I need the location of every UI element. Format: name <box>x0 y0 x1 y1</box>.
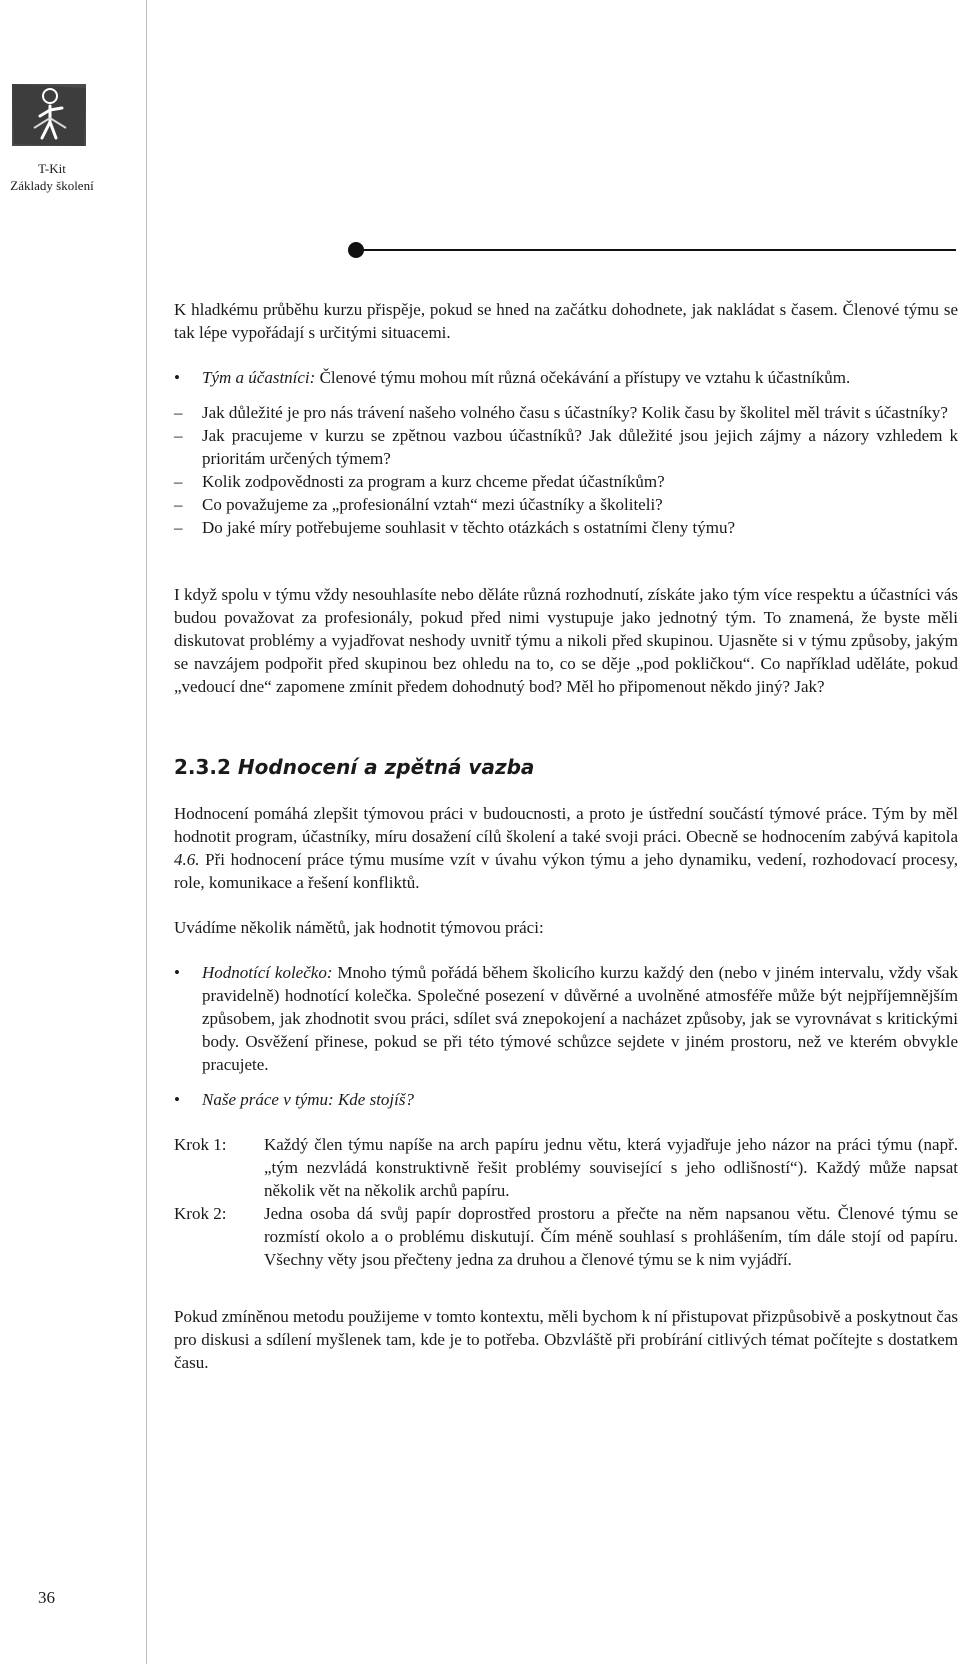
bullet-where-do-you-stand <box>174 1088 958 1111</box>
bullet-dot: • <box>174 963 180 982</box>
step-text: Jedna osoba dá svůj papír doprostřed prostoru a přečte na něm napsanou větu. Členové týmu se rozmístí okolo a o problému diskutují. Čím méně souhlasí s prohlášením, tím dále stojí od papíru. Všechny věty jsou přečteny jedna za druhou a členové týmu se k nim vyjádří. <box>264 1204 958 1269</box>
brand-line-2: Základy školení <box>10 178 94 193</box>
evaluation-text-a: Hodnocení pomáhá zlepšit týmovou práci v budoucnosti, a proto je ústřední součástí týmové práce. Tým by měl hodnotit program, účastníky, míru dosažení cílů školení a také svoji práci. Obecně se hodnocením zabývá kapitola <box>174 804 958 846</box>
dash-mark: – <box>174 403 183 422</box>
bullet-dot: • <box>174 368 180 387</box>
bullet-label: Hodnotící kolečko: <box>202 963 333 982</box>
dash-mark: – <box>174 495 183 514</box>
list-item-text: Do jaké míry potřebujeme souhlasit v těchto otázkách s ostatními členy týmu? <box>202 518 736 537</box>
list-item-text: Jak důležité je pro nás trávení našeho volného času s účastníky? Kolik času by školitel měl trávit s účastníky? <box>202 403 948 422</box>
brand-line-1: T-Kit <box>38 161 66 176</box>
intro-paragraph: K hladkému průběhu kurzu přispěje, pokud se hned na začátku dohodnete, jak nakládat s časem. Členové týmu se tak lépe vypořádají s určitými situacemi. <box>174 300 958 342</box>
chapter-reference: 4.6. <box>174 850 200 869</box>
brand-text <box>0 160 104 194</box>
header-dot-rule <box>348 242 956 258</box>
evaluation-paragraph <box>174 802 958 894</box>
evaluation-text-b: Při hodnocení práce týmu musíme vzít v úvahu výkon týmu a jeho dynamiku, vedení, rozhodovací procesy, role, komunikace a řešení konfliktů. <box>174 850 958 892</box>
step-1 <box>174 1133 958 1202</box>
section-title: Hodnocení a zpětná vazba <box>230 755 535 779</box>
list-item-text: Co považujeme za „profesionální vztah“ mezi účastníky a školiteli? <box>202 495 663 514</box>
list-item <box>174 516 958 539</box>
section-number: 2.3.2 <box>174 755 231 779</box>
list-item-text: Kolik zodpovědnosti za program a kurz chceme předat účastníkům? <box>202 472 665 491</box>
dash-mark: – <box>174 472 183 491</box>
bullet-dot: • <box>174 1090 180 1109</box>
list-item <box>174 493 958 516</box>
tkit-logo-icon <box>10 82 88 148</box>
bullet-text: Členové týmu mohou mít různá očekávání a přístupy ve vztahu k účastníkům. <box>315 368 851 387</box>
section-heading <box>174 754 958 780</box>
bullet-team-participants <box>174 366 958 389</box>
bullet-text: Mnoho týmů pořádá během školicího kurzu každý den (nebo v jiném intervalu, vždy však pravidelně) hodnotící kolečka. Společné posezení v důvěrné a uvolněné atmosféře může být nejpříjemnějším způsobem, jak zhodnotit svou práci, sdílet svá znepokojení a nacházet způsoby, jak se vyrovnávat s kritickými body. Osvěžení přinese, pokud se při této týmové schůzce sejdete v jiném prostoru, než ve kterém obvykle pracujete. <box>202 963 958 1074</box>
dash-mark: – <box>174 518 183 537</box>
bullet-label: Naše práce v týmu: Kde stojíš? <box>202 1090 414 1109</box>
page-content <box>174 298 958 1374</box>
ideas-intro: Uvádíme několik námětů, jak hodnotit týmovou práci: <box>174 918 544 937</box>
step-label: Krok 1: <box>174 1135 227 1154</box>
bullet-evaluation-circle <box>174 961 958 1076</box>
question-list <box>174 401 958 539</box>
list-item <box>174 401 958 424</box>
step-label: Krok 2: <box>174 1204 227 1223</box>
list-item-text: Jak pracujeme v kurzu se zpětnou vazbou účastníků? Jak důležité jsou jejich zájmy a názory vzhledem k prioritám určených týmem? <box>202 426 958 468</box>
step-text: Každý člen týmu napíše na arch papíru jednu větu, která vyjadřuje jeho názor na práci týmu (např. „tým nezvládá konstruktivně řešit problémy související s jeho odlišností“). Každý může napsat několik vět na několik archů papíru. <box>264 1135 958 1200</box>
united-team-paragraph: I když spolu v týmu vždy nesouhlasíte nebo děláte různá rozhodnutí, získáte jako tým více respektu a účastníci vás budou považovat za profesionály, pokud před nimi vystupuje jako jednotný tým. To znamená, že byste měli diskutovat problémy a vyjadřovat neshody uvnitř týmu a nikoli před skupinou. Ujasněte si v týmu způsoby, jakým se navzájem podpořit před skupinou bez ohledu na to, co se děje „pod pokličkou“. Co například uděláte, pokud „vedoucí dne“ zapomene zmínit předem dohodnutý bod? Měl ho připomenout někdo jiný? Jak? <box>174 585 958 696</box>
bullet-label: Tým a účastníci: <box>202 368 316 387</box>
step-2 <box>174 1202 958 1271</box>
closing-paragraph: Pokud zmíněnou metodu použijeme v tomto kontextu, měli bychom k ní přistupovat přizpůsobivě a poskytnout čas pro diskusi a sdílení myšlenek tam, kde je to potřeba. Obzvláště při probírání citlivých témat počítejte s dostatkem času. <box>174 1307 958 1372</box>
page-number: 36 <box>38 1588 55 1607</box>
sidebar-divider <box>146 0 147 1664</box>
list-item <box>174 470 958 493</box>
list-item <box>174 424 958 470</box>
dash-mark: – <box>174 426 183 445</box>
